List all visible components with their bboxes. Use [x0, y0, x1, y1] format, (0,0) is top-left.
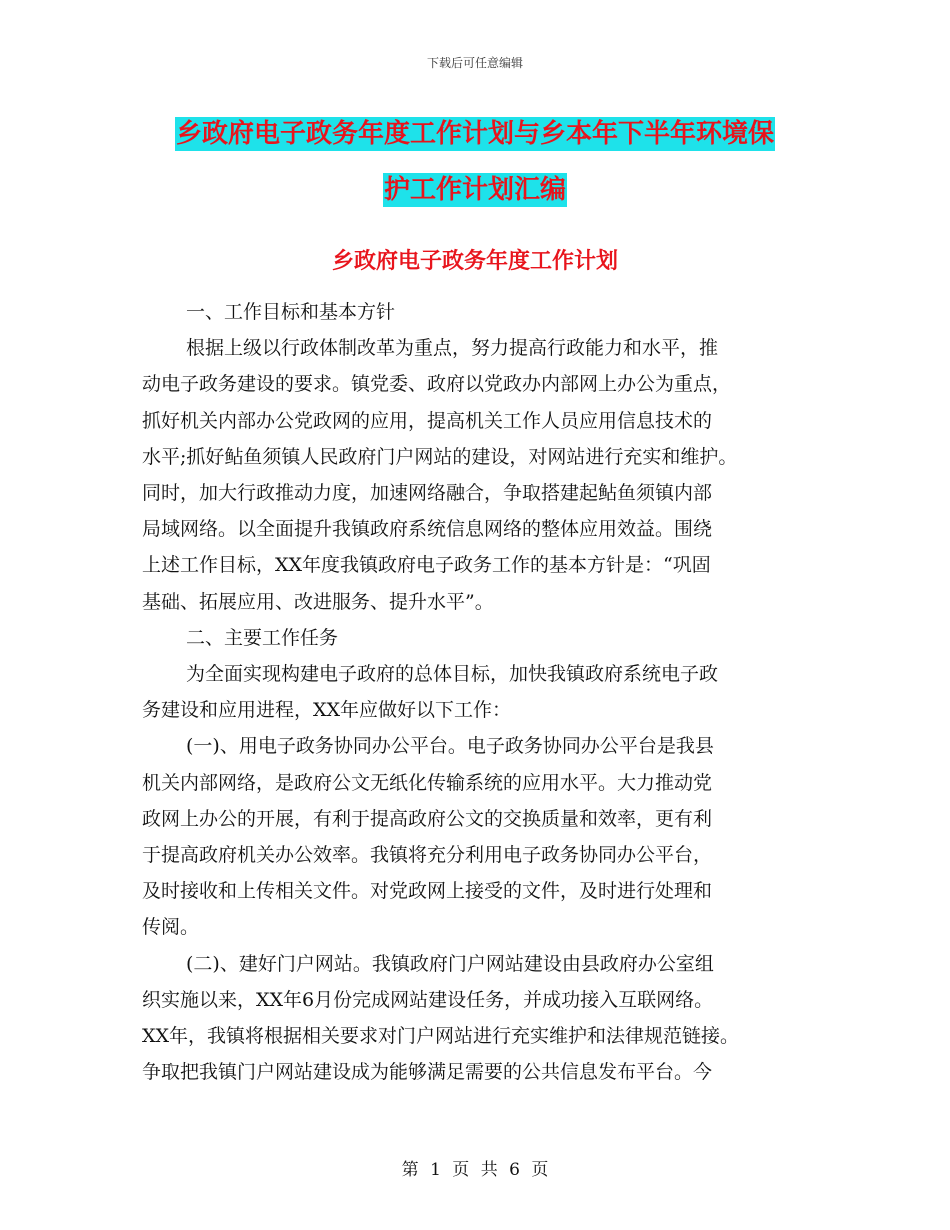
body-line: 务建设和应用进程，XX年应做好以下工作：: [142, 699, 512, 722]
body-line: 机关内部网络，是政府公文无纸化传输系统的应用水平。大力推动党: [142, 771, 713, 794]
document-title-line-1: 乡政府电子政务年度工作计划与乡本年下半年环境保: [175, 119, 774, 149]
body-line: 二、主要工作任务: [186, 626, 339, 649]
header-note: 下载后可任意编辑: [426, 56, 523, 70]
body-line: 同时，加大行政推动力度，加速网络融合，争取搭建起鲇鱼须镇内部: [142, 482, 713, 505]
body-line: 及时接收和上传相关文件。对党政网上接受的文件，及时进行处理和: [142, 880, 713, 903]
document-title-line-2: 护工作计划汇编: [383, 175, 566, 205]
body-line: 传阅。: [142, 916, 200, 939]
document-body: [142, 294, 822, 1090]
body-line: (一)、用电子政务协同办公平台。电子政务协同办公平台是我县: [186, 735, 714, 758]
body-line: 上述工作目标，XX年度我镇政府电子政务工作的基本方针是：“巩固: [142, 554, 711, 577]
body-line: 织实施以来，XX年6月份完成网站建设任务，并成功接入互联网络。: [142, 988, 714, 1011]
body-line: 根据上级以行政体制改革为重点，努力提高行政能力和水平，推: [186, 337, 719, 360]
body-line: 为全面实现构建电子政府的总体目标，加快我镇政府系统电子政: [186, 663, 719, 686]
body-line: XX年，我镇将根据相关要求对门户网站进行充实维护和法律规范链接。: [142, 1025, 740, 1048]
section-title: 乡政府电子政务年度工作计划: [331, 249, 618, 274]
body-line: 基础、拓展应用、改进服务、提升水平”。: [142, 590, 494, 613]
body-line: (二)、建好门户网站。我镇政府门户网站建设由县政府办公室组: [186, 952, 714, 975]
document-title: [150, 106, 800, 218]
body-line: 争取把我镇门户网站建设成为能够满足需要的公共信息发布平台。今: [142, 1061, 713, 1084]
body-line: 动电子政务建设的要求。镇党委、政府以党政办内部网上办公为重点，: [142, 373, 732, 396]
body-line: 局域网络。以全面提升我镇政府系统信息网络的整体应用效益。围绕: [142, 518, 713, 541]
body-line: 政网上办公的开展，有利于提高政府公文的交换质量和效率，更有利: [142, 807, 713, 830]
page-footer: 第 1 页 共 6 页: [401, 1160, 549, 1180]
body-line: 水平;抓好鲇鱼须镇人民政府门户网站的建设，对网站进行充实和维护。: [142, 445, 738, 468]
body-line: 抓好机关内部办公党政网的应用，提高机关工作人员应用信息技术的: [142, 409, 713, 432]
body-line: 一、工作目标和基本方针: [186, 301, 396, 323]
body-line: 于提高政府机关办公效率。我镇将充分利用电子政务协同办公平台，: [142, 844, 713, 867]
